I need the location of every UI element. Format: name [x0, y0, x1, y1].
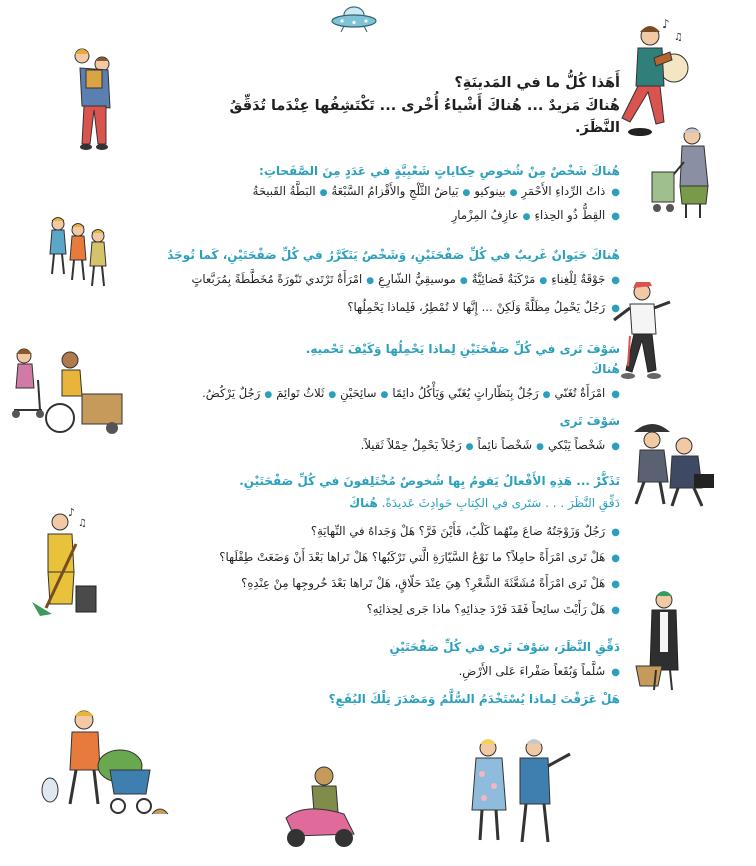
woman-with-stroller: [40, 706, 180, 826]
bullet-icon: ●: [509, 188, 518, 198]
bullet-icon: ●: [536, 442, 544, 452]
section-title: هُناكَ شَخْصٌ مِنْ شُخوصِ حِكاياتٍ شَعْبِيَّةٍ في عَدَدٍ مِنَ الصَّفَحاتِ:: [259, 164, 620, 178]
subtitle-text: دَقِّقِ النَّظَرَ . . . سَتَرى في الكِتابِ حَوادِثَ عَديدَةً.: [381, 496, 620, 510]
list-line: [200, 574, 620, 594]
section-subtitle: [200, 494, 620, 512]
list-item: بينوكيو: [474, 184, 506, 198]
bullet-icon: ●: [611, 303, 620, 314]
list-item: مَرْكَبَةٌ فَضائِيَّةٌ: [471, 272, 536, 286]
list-item: رَجُلٌ يَرْكُضُ.: [202, 386, 261, 400]
bullet-icon: ●: [465, 442, 474, 452]
section-subtitle: سَوْفَ تَرى: [559, 414, 620, 428]
businessmen-with-umbrella: [612, 418, 718, 508]
kids-on-scooter-and-bike: [4, 340, 128, 440]
list-item: امْرَأَةٌ تُغَنّي: [554, 386, 606, 400]
svg-text:♫: ♫: [78, 518, 87, 529]
bullet-icon: ●: [611, 667, 620, 678]
section-title: سَوْفَ تَرى في كُلِّ صَفْحَتَيْنِ لِماذا يَحْمِلُها وَكَيْفَ تَحْميهِ.: [305, 342, 620, 356]
bullet-icon: ●: [611, 275, 620, 286]
list-item: رَجُلٌ بِنَظّاراتٍ يُغَنّي وَيَأْكُلُ دائِمًا: [392, 386, 539, 400]
woman-with-basket: [626, 586, 698, 694]
list-line: [200, 436, 620, 456]
question-text: هَلْ تَرى امْرَأَةً مُشَعَّثَةَ الشَّعْرِ؟ هِيَ عِنْدَ حَلّاقٍ، هَلْ تَراها بَعْدَ خُروجِها مِنْ عِنْدِهِ؟: [241, 576, 606, 590]
svg-text:♫: ♫: [674, 32, 683, 43]
bullet-icon: ●: [611, 389, 620, 400]
list-item: ذاتُ الرِّداءِ الأَحْمَرِ: [521, 184, 606, 198]
section-title: تَذَكَّرْ ... هَذِهِ الأَفْعالُ يَقومُ بِها شُخوصٌ مُخْتَلِفونَ في كُلِّ صَفْحَتَيْنِ.: [239, 474, 620, 488]
list-item: عازِفُ المِزْمارِ: [451, 208, 519, 222]
list-line: [200, 298, 620, 318]
question-text: هَلْ تَرى امْرَأَةً حامِلاً؟ ما نَوْعُ السَّيّارَةِ الَّتي تَرْكَبُها؟ هَلْ تَراها بَعْدَ أَنْ وَضَعَتْ طِفْلَها؟: [219, 550, 606, 564]
bullet-icon: ●: [611, 527, 620, 538]
list-item: رَجُلٌ يَحْمِلُ مِظَلَّةً وَلَكِنْ ... إِنَّها لا تُمْطِرُ، فَلِماذا يَحْمِلُها؟: [347, 300, 606, 314]
old-woman-with-cart: [648, 124, 720, 222]
svg-text:♪: ♪: [68, 506, 76, 519]
list-item: جَوْقَةٌ لِلْغِناءِ: [551, 272, 606, 286]
bullet-icon: ●: [611, 211, 620, 222]
bullet-icon: ●: [328, 390, 337, 400]
bullet-icon: ●: [522, 212, 531, 222]
list-line: [200, 384, 620, 404]
list-item: سُلَّماً وَبُقَعاً صَفْراءَ عَلى الأَرْضِ.: [458, 664, 606, 678]
list-line: [200, 182, 620, 202]
list-line: [191, 270, 620, 290]
list-item: امْرَأَةٌ تَرْتَدي تَنّورَةً مُخَطَّطَةً بِمُرَبَّعاتٍ: [191, 272, 363, 286]
page-subtitle: هُناكَ مَزيدٌ ... هُناكَ أَشْياءُ أُخْرى ... تَكْتَشِفُها عِنْدَما تُدَقِّقُ النَّظَرَ.: [229, 98, 620, 136]
couple-with-dog: [458, 730, 578, 850]
section-title: هُناكَ حَيَوانٌ غَريبٌ في كُلِّ صَفْحَتَيْنِ، وَشَخْصٌ يَتَكَرَّرُ في كُلِّ صَفْحَتَيْنِ، كَما تُوجَدُ: [167, 248, 620, 262]
street-sweeper: [26, 504, 104, 616]
list-item: موسيقِيُّ الشّارِعِ: [378, 272, 456, 286]
bullet-icon: ●: [539, 276, 548, 286]
list-line: [200, 206, 620, 226]
list-line: [200, 522, 620, 542]
woman-on-scooter: [274, 762, 364, 852]
bullet-icon: ●: [611, 553, 620, 564]
list-item: سائِحَيْنِ: [340, 386, 377, 400]
bullet-icon: ●: [380, 390, 389, 400]
subtitle-bold: هُناكَ: [349, 496, 378, 510]
list-item: القِطُّ ذُو الحِذاءِ: [534, 208, 606, 222]
list-item: شَخْصاً نائِماً: [477, 438, 533, 452]
list-item: شَخْصاً يَبْكي: [548, 438, 606, 452]
bullet-icon: ●: [611, 605, 620, 616]
bullet-icon: ●: [611, 579, 620, 590]
list-line: [200, 600, 620, 620]
page-title: أَهَذا كُلُّ ما في المَدينَةِ؟: [454, 75, 620, 91]
bullet-icon: ●: [462, 188, 471, 198]
bullet-icon: ●: [611, 441, 620, 452]
section-title: دَقِّقِ النَّظَرَ، سَوْفَ تَرى في كُلِّ صَفْحَتَيْنِ: [389, 640, 620, 654]
list-item: بَياضُ الثَّلْجِ والأَقْزامُ السَّبْعَةُ: [331, 184, 459, 198]
question-text: رَجُلٌ وَزَوْجَتُهُ ضاعَ مِنْهُما كَلْبٌ، فَأَيْنَ فَرَّ؟ هَلْ وَجَداهُ في النِّهايَةِ؟: [310, 524, 606, 538]
list-item: رَجُلاً يَحْمِلُ حِمْلاً ثَقيلاً.: [360, 438, 462, 452]
three-children: [44, 212, 114, 290]
bullet-icon: ●: [264, 390, 273, 400]
man-with-child: [60, 44, 130, 154]
bullet-icon: ●: [366, 276, 375, 286]
list-item: ثَلاثُ تَوائِمَ: [276, 386, 325, 400]
closing-question: هَلْ عَرَفْتَ لِماذا يُسْتَخْدَمُ السُّلَّمُ وَمَصْدَرَ تِلْكَ البُقَعِ؟: [328, 692, 620, 706]
bullet-icon: ●: [319, 188, 328, 198]
svg-text:♪: ♪: [662, 17, 670, 31]
bullet-icon: ●: [542, 390, 551, 400]
bullet-icon: ●: [611, 187, 620, 198]
bullet-icon: ●: [459, 276, 468, 286]
question-text: هَلْ رَأَيْتَ سائِحاً فَقَدَ فَرْدَ حِذائِهِ؟ ماذا جَرى لِحِذائِهِ؟: [366, 602, 606, 616]
list-line: [200, 662, 620, 682]
section-subtitle: هُناكَ: [591, 362, 620, 376]
list-line: [200, 548, 620, 568]
list-item: البَطَّةُ القَبيحَةُ: [252, 184, 316, 198]
ufo-icon: [330, 4, 378, 34]
